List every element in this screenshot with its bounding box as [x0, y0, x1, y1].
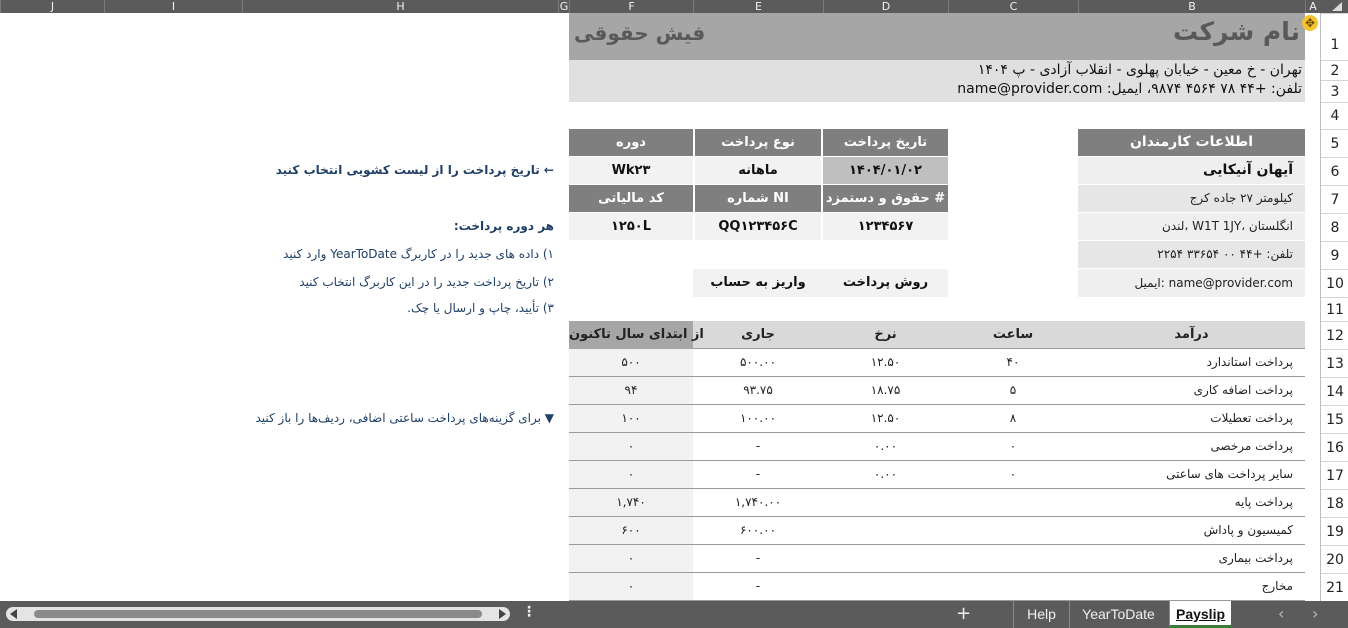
more-options-icon[interactable]: ⋮	[522, 604, 536, 620]
income-cell[interactable]: کمیسیون و پاداش	[1203, 523, 1293, 537]
employee-header[interactable]: اطلاعات کارمندان	[1078, 129, 1305, 156]
slip-title[interactable]	[574, 21, 774, 45]
period-value[interactable]: Wk۲۳	[569, 157, 693, 184]
row-header[interactable]: 3	[1321, 80, 1348, 102]
income-cell[interactable]: پرداخت پایه	[1234, 495, 1293, 509]
column-header-i[interactable]: I	[104, 0, 242, 13]
row-header[interactable]: 1	[1321, 13, 1348, 60]
scrollbar-thumb[interactable]	[34, 610, 482, 618]
hours-header: ساعت	[992, 327, 1034, 342]
current-cell[interactable]: ۶۰۰.۰۰	[739, 523, 777, 537]
hours-cell[interactable]: ۵	[1009, 383, 1017, 397]
income-cell[interactable]: پرداخت تعطیلات	[1210, 411, 1293, 425]
pay-date-label: تاریخ پرداخت	[823, 129, 948, 156]
current-cell[interactable]: ۱,۷۴۰.۰۰	[734, 495, 782, 509]
tax-code-label: کد مالیاتی	[569, 185, 693, 212]
row-header[interactable]: 7	[1321, 185, 1348, 213]
rate-cell[interactable]: ۱۲.۵۰	[870, 355, 901, 369]
ytd-cell[interactable]: ۰	[627, 579, 635, 593]
scroll-right-icon[interactable]	[499, 609, 506, 619]
ni-number-value[interactable]: QQ۱۲۳۴۵۶C	[695, 213, 821, 240]
ytd-cell[interactable]: ۵۰۰	[621, 355, 641, 369]
row-header[interactable]: 17	[1321, 461, 1348, 489]
rate-header: نرخ	[874, 327, 897, 342]
help-step1: ۱) داده های جدید را در کاربرگ YearToDate وارد کنید	[283, 247, 554, 261]
row-header[interactable]: 19	[1321, 517, 1348, 545]
ytd-header: از ابتدای سال تاکنون	[569, 327, 704, 342]
income-cell[interactable]: پرداخت اضافه کاری	[1193, 383, 1293, 397]
rate-cell[interactable]: ۰.۰۰	[873, 439, 898, 453]
pay-type-label: نوع پرداخت	[695, 129, 821, 156]
tab-yeartodate[interactable]: YearToDate	[1069, 601, 1167, 628]
current-cell[interactable]: -	[755, 467, 761, 481]
employee-email[interactable]: ایمیل: name@provider.com	[1078, 269, 1305, 297]
income-cell[interactable]: مخارج	[1261, 579, 1293, 593]
current-header: جاری	[741, 327, 775, 342]
row-header[interactable]: 2	[1321, 60, 1348, 80]
column-header-bar	[0, 0, 1348, 13]
row-header-bar	[1320, 13, 1348, 601]
employee-phone[interactable]: تلفن: +۴۴ ۰۰ ۳۳۶۵۴ ۲۲۵۴	[1078, 241, 1305, 268]
column-header-f[interactable]: F	[569, 0, 693, 13]
company-address[interactable]: تهران - خ معین - خیابان پهلوی - انقلاب آزادی - پ ۱۴۰۴	[977, 62, 1302, 78]
salary-number-value[interactable]: ۱۲۳۴۵۶۷	[823, 213, 948, 240]
column-header-e[interactable]: E	[693, 0, 823, 13]
help-each-period: هر دوره پرداخت:	[453, 219, 554, 233]
rate-cell[interactable]: ۱۲.۵۰	[870, 411, 901, 425]
select-all-icon	[1332, 2, 1342, 11]
income-cell[interactable]: سایر پرداخت های ساعتی	[1166, 467, 1293, 481]
row-header[interactable]: 15	[1321, 405, 1348, 433]
employee-name[interactable]: آیهان آنیکایی	[1078, 157, 1305, 184]
help-step3: ۳) تأیید، چاپ و ارسال یا چک.	[407, 301, 554, 315]
row-header[interactable]: 21	[1321, 573, 1348, 601]
hours-cell[interactable]: ۸	[1009, 411, 1017, 425]
move-handle-icon[interactable]: ✥	[1302, 15, 1318, 31]
tax-code-value[interactable]: ۱۲۵۰L	[569, 213, 693, 240]
prev-sheet-icon[interactable]: ‹	[1278, 604, 1285, 623]
slip-title-text: فیش حقوقی	[574, 21, 706, 45]
hours-cell[interactable]: ۰	[1009, 439, 1017, 453]
row-header[interactable]: 14	[1321, 377, 1348, 405]
help-step2: ۲) تاریخ پرداخت جدید را در این کاربرگ انتخاب کنید	[299, 275, 554, 289]
row-header[interactable]: 9	[1321, 241, 1348, 269]
row-header[interactable]: 12	[1321, 321, 1348, 349]
next-sheet-icon[interactable]: ›	[1312, 604, 1319, 623]
column-header-a[interactable]: A	[1305, 0, 1320, 13]
tab-help[interactable]: Help	[1013, 601, 1069, 628]
pay-type-value[interactable]: ماهانه	[695, 157, 821, 184]
ytd-cell[interactable]: ۱۰۰	[621, 411, 641, 425]
company-name[interactable]: نام شرکت	[1173, 17, 1300, 46]
employee-address1[interactable]: کیلومتر ۲۷ جاده کرج	[1078, 185, 1305, 212]
row-header[interactable]: 16	[1321, 433, 1348, 461]
income-cell[interactable]: پرداخت مرخصی	[1210, 439, 1293, 453]
ytd-cell[interactable]: ۰	[627, 467, 635, 481]
payment-method-value[interactable]: واریز به حساب	[693, 269, 823, 297]
ni-number-label: شماره NI	[695, 185, 821, 212]
column-header-j[interactable]: J	[0, 0, 104, 13]
tab-payslip[interactable]: Payslip	[1169, 601, 1231, 628]
column-header-g[interactable]: G	[559, 0, 569, 13]
help-expand-rows[interactable]: ▼ برای گزینه‌های پرداخت ساعتی اضافی، ردیف‌ها را باز کنید	[255, 411, 554, 425]
row-header[interactable]: 18	[1321, 489, 1348, 517]
ytd-cell[interactable]: ۰	[627, 439, 635, 453]
hours-cell[interactable]: ۰	[1009, 467, 1017, 481]
current-cell[interactable]: -	[755, 439, 761, 453]
current-cell[interactable]: -	[755, 551, 761, 565]
income-header: درآمد	[1174, 327, 1209, 342]
ytd-cell[interactable]: ۶۰۰	[621, 523, 641, 537]
income-cell[interactable]: پرداخت استاندارد	[1206, 355, 1293, 369]
column-header-c[interactable]: C	[948, 0, 1078, 13]
row-header[interactable]: 10	[1321, 269, 1348, 297]
income-cell[interactable]: پرداخت بیماری	[1218, 551, 1293, 565]
company-contact[interactable]: تلفن: +۴۴ ۷۸ ۴۵۶۴ ۹۸۷۴، ایمیل: name@provider.com	[957, 81, 1302, 97]
scroll-left-icon[interactable]	[10, 609, 17, 619]
ytd-cell[interactable]: ۹۴	[624, 383, 638, 397]
current-cell[interactable]: -	[755, 579, 761, 593]
rate-cell[interactable]: ۰.۰۰	[873, 467, 898, 481]
row-header[interactable]: 20	[1321, 545, 1348, 573]
current-cell[interactable]: ۹۳.۷۵	[743, 383, 773, 397]
salary-number-label: حقوق و دستمزد #	[823, 185, 948, 212]
employee-address2[interactable]: لندن، W1T 1JY، انگلستان	[1078, 213, 1305, 240]
payment-method-label: روش پرداخت	[823, 269, 948, 297]
ytd-cell[interactable]: ۰	[627, 551, 635, 565]
ytd-cell[interactable]: ۱,۷۴۰	[616, 495, 646, 509]
row-header[interactable]: 4	[1321, 102, 1348, 129]
column-header-h[interactable]: H	[242, 0, 558, 13]
pay-date-dropdown[interactable]: ۱۴۰۴/۰۱/۰۲	[823, 157, 948, 184]
current-cell[interactable]: ۵۰۰.۰۰	[739, 355, 777, 369]
column-header-b[interactable]: B	[1078, 0, 1305, 13]
column-header-d[interactable]: D	[823, 0, 948, 13]
horizontal-scrollbar[interactable]	[6, 607, 510, 621]
row-header[interactable]: 13	[1321, 349, 1348, 377]
rate-cell[interactable]: ۱۸.۷۵	[870, 383, 901, 397]
sheet-tab-bar	[0, 601, 1348, 628]
add-sheet-button[interactable]: +	[956, 603, 972, 624]
row-header[interactable]: 8	[1321, 213, 1348, 241]
current-cell[interactable]: ۱۰۰.۰۰	[739, 411, 777, 425]
row-header[interactable]: 6	[1321, 157, 1348, 185]
select-all-corner[interactable]	[1320, 0, 1348, 13]
row-header[interactable]: 11	[1321, 297, 1348, 321]
hours-cell[interactable]: ۴۰	[1006, 355, 1020, 369]
sheet-grid	[0, 13, 1320, 601]
help-select-date: ← تاریخ پرداخت را از لیست کشویی انتخاب کنید	[275, 163, 554, 177]
row-header[interactable]: 5	[1321, 129, 1348, 157]
period-label: دوره	[569, 129, 693, 156]
